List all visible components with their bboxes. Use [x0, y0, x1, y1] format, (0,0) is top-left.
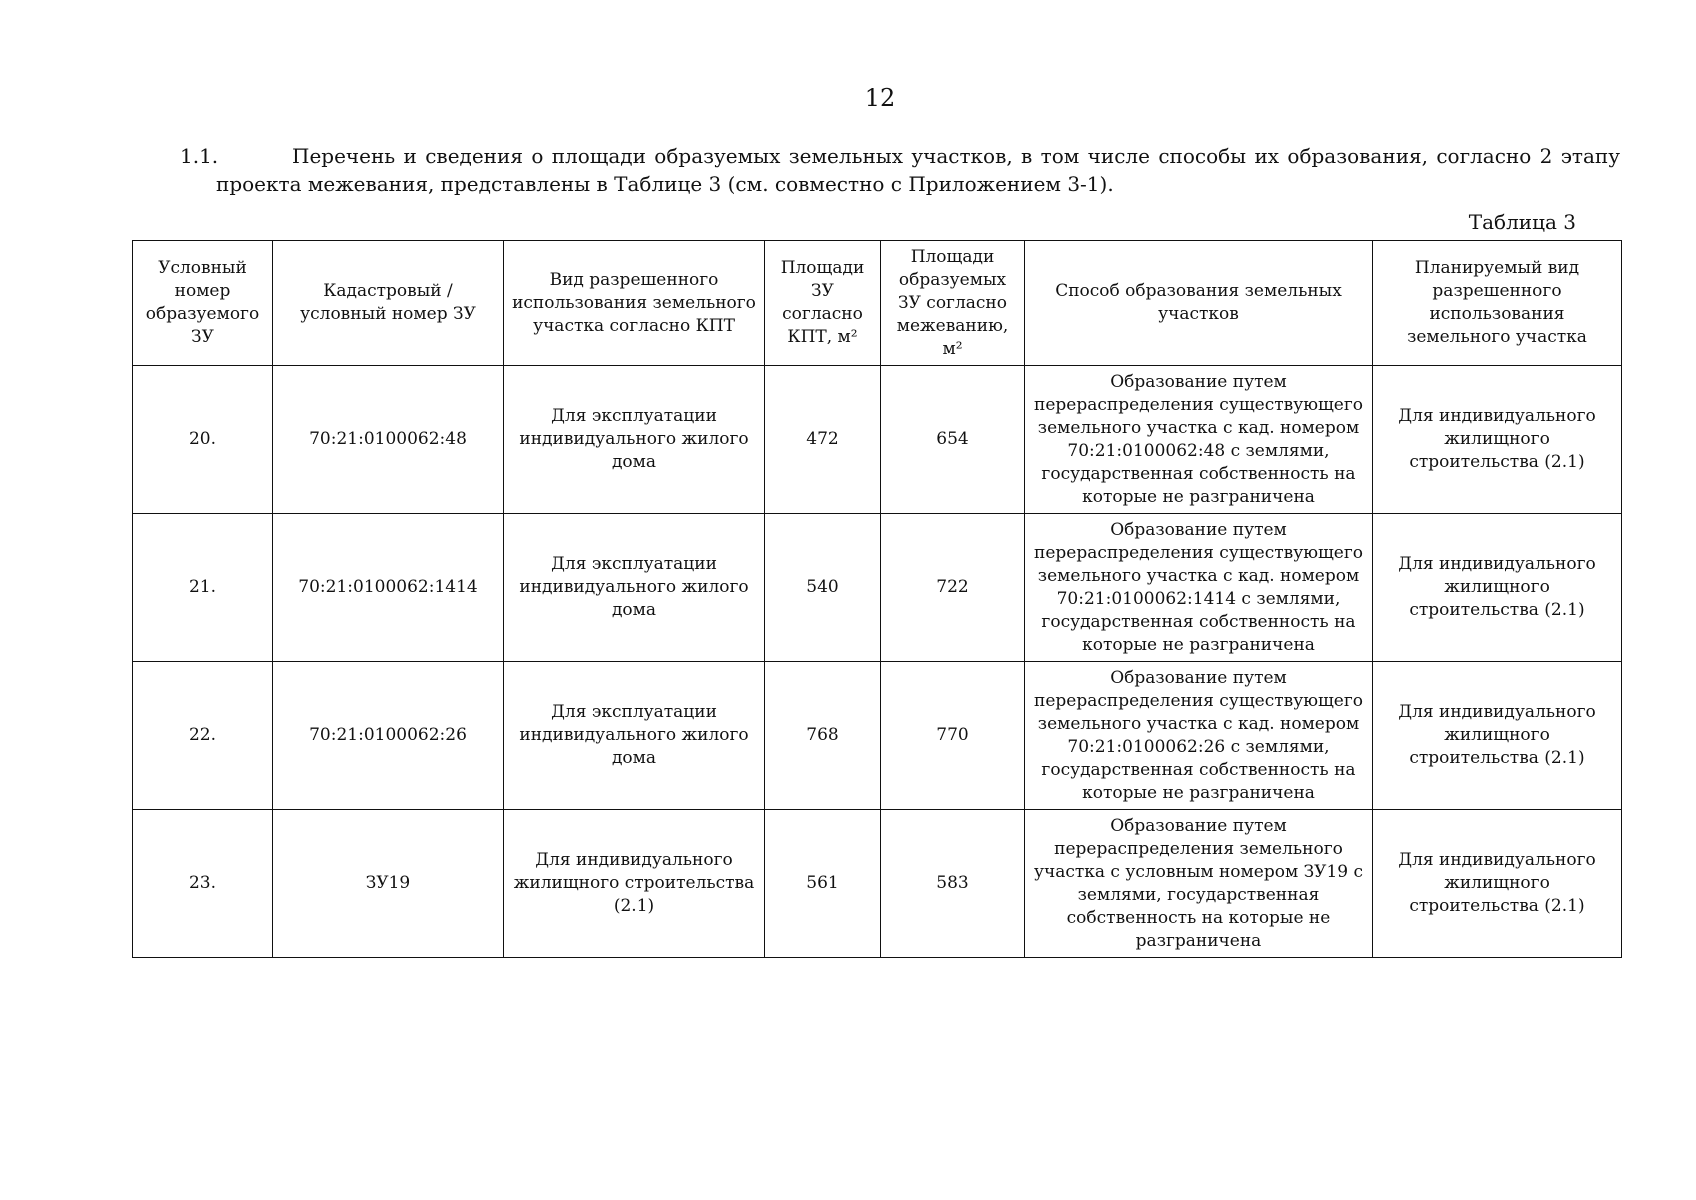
cell-use-kpt: Для индивидуального жилищного строительства (2.1)	[504, 810, 765, 958]
header-use-kpt: Вид разрешенного использования земельного участка согласно КПТ	[504, 241, 765, 366]
cell-area-plan: 770	[881, 662, 1025, 810]
table-header-row	[133, 241, 1622, 366]
cell-cadastral-number: 70:21:0100062:1414	[273, 514, 504, 662]
header-planned-use: Планируемый вид разрешенного использования земельного участка	[1373, 241, 1622, 366]
paragraph-number: 1.1.	[180, 144, 219, 168]
cell-formation-method: Образование путем перераспределения существующего земельного участка с кад. номером 70:21:0100062:26 с землями, государственная собственность на которые не разграничена	[1025, 662, 1373, 810]
header-area-kpt: Площади ЗУ согласно КПТ, м²	[765, 241, 881, 366]
cell-area-kpt: 561	[765, 810, 881, 958]
cell-use-kpt: Для эксплуатации индивидуального жилого дома	[504, 514, 765, 662]
cell-area-kpt: 768	[765, 662, 881, 810]
intro-paragraph	[180, 142, 1620, 198]
cell-use-kpt: Для эксплуатации индивидуального жилого дома	[504, 366, 765, 514]
paragraph-line-1	[180, 142, 1620, 170]
paragraph-text-line-2: проекта межевания, представлены в Таблице 3 (см. совместно с Приложением 3-1).	[216, 172, 1114, 196]
table-row	[133, 810, 1622, 958]
cell-planned-use: Для индивидуального жилищного строительства (2.1)	[1373, 810, 1622, 958]
cell-area-plan: 722	[881, 514, 1025, 662]
cell-formation-method: Образование путем перераспределения существующего земельного участка с кад. номером 70:21:0100062:1414 с землями, государственная собственность на которые не разграничена	[1025, 514, 1373, 662]
cell-plot-number: 23.	[133, 810, 273, 958]
cell-plot-number: 20.	[133, 366, 273, 514]
page-number: 12	[864, 84, 896, 112]
cell-use-kpt: Для эксплуатации индивидуального жилого дома	[504, 662, 765, 810]
paragraph-text-line-1: Перечень и сведения о площади образуемых земельных участков, в том числе способы их образования, согласно 2 этапу	[292, 144, 1620, 168]
cell-planned-use: Для индивидуального жилищного строительства (2.1)	[1373, 662, 1622, 810]
cell-cadastral-number: 70:21:0100062:26	[273, 662, 504, 810]
table-row	[133, 514, 1622, 662]
header-area-plan: Площади образуемых ЗУ согласно межеванию, м²	[881, 241, 1025, 366]
table-row	[133, 662, 1622, 810]
header-cadastral-number: Кадастровый / условный номер ЗУ	[273, 241, 504, 366]
cell-plot-number: 22.	[133, 662, 273, 810]
cell-area-plan: 583	[881, 810, 1025, 958]
table-row	[133, 366, 1622, 514]
table-caption: Таблица 3	[1468, 210, 1576, 234]
cell-cadastral-number: 70:21:0100062:48	[273, 366, 504, 514]
cell-formation-method: Образование путем перераспределения земельного участка с условным номером ЗУ19 с землями, государственная собственность на которые не разграничена	[1025, 810, 1373, 958]
cell-area-plan: 654	[881, 366, 1025, 514]
plots-table	[132, 240, 1622, 958]
cell-plot-number: 21.	[133, 514, 273, 662]
cell-area-kpt: 472	[765, 366, 881, 514]
cell-cadastral-number: ЗУ19	[273, 810, 504, 958]
header-plot-number: Условный номер образуемого ЗУ	[133, 241, 273, 366]
cell-planned-use: Для индивидуального жилищного строительства (2.1)	[1373, 514, 1622, 662]
cell-formation-method: Образование путем перераспределения существующего земельного участка с кад. номером 70:21:0100062:48 с землями, государственная собственность на которые не разграничена	[1025, 366, 1373, 514]
cell-area-kpt: 540	[765, 514, 881, 662]
header-formation-method: Способ образования земельных участков	[1025, 241, 1373, 366]
cell-planned-use: Для индивидуального жилищного строительства (2.1)	[1373, 366, 1622, 514]
